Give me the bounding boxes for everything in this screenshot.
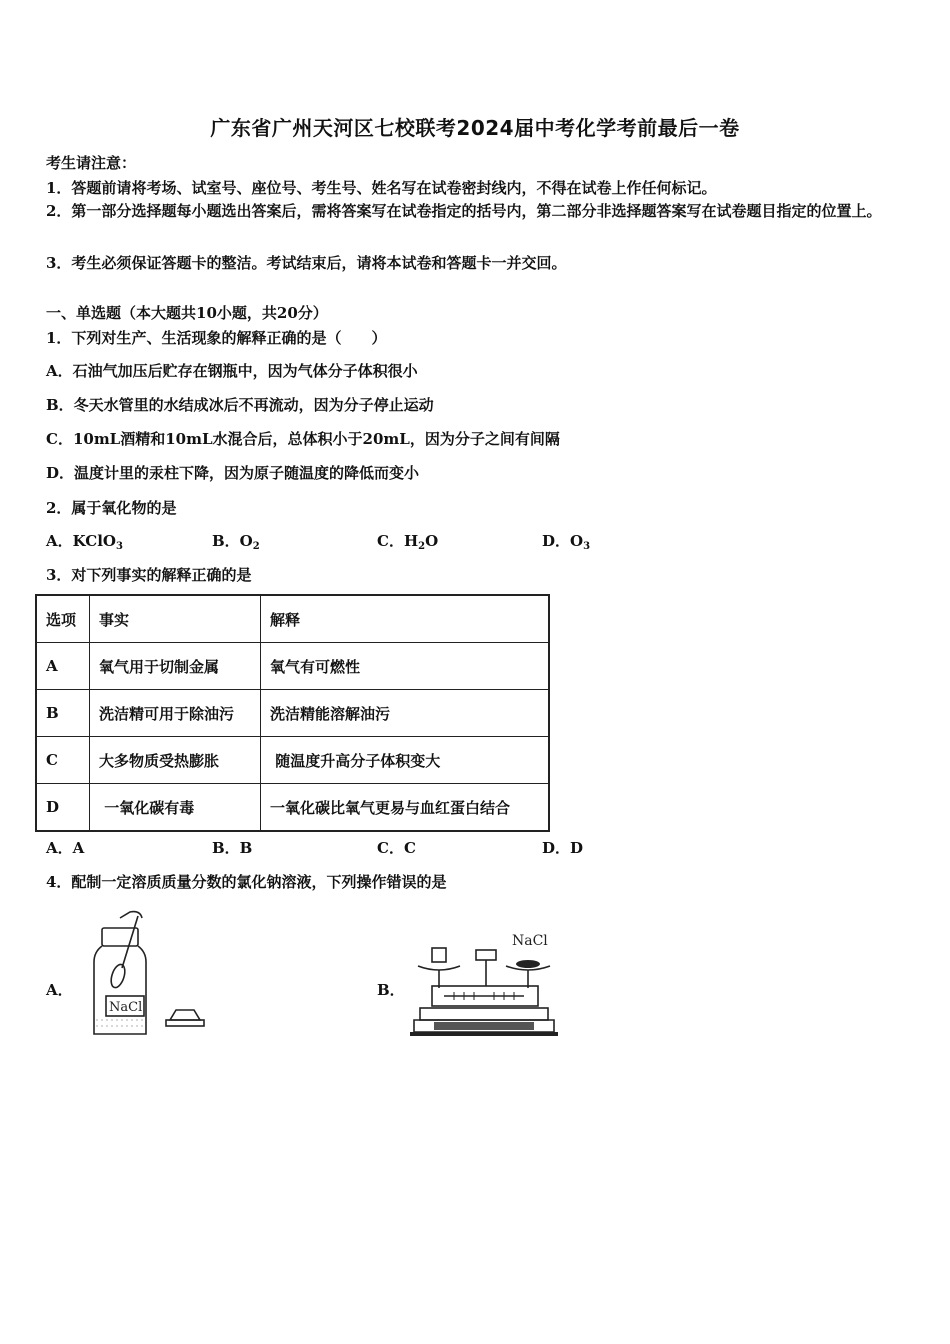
balance-figure	[404, 926, 562, 1042]
left-pan	[418, 966, 460, 970]
q3-option-c: C．C	[377, 839, 416, 857]
notice-item-2: 2．第一部分选择题每小题选出答案后，需将答案写在试卷指定的括号内，第二部分非选择题答案写在试卷题目指定的位置上。	[46, 202, 882, 220]
q4-option-a: A．	[46, 981, 73, 999]
q2-stem: 2．属于氧化物的是	[46, 499, 177, 517]
bottle-neck	[102, 928, 138, 946]
q3-cell: 大多物质受热膨胀	[90, 737, 261, 784]
q2-option-c-after: O	[425, 532, 439, 550]
bottle-body	[94, 946, 146, 1034]
base-bottom	[410, 1032, 558, 1036]
stopper	[170, 1010, 200, 1020]
q2-option-b-label: B．O	[212, 532, 253, 550]
q2-option-a-label: A．KClO	[46, 532, 116, 550]
notice-item-1: 1．答题前请将考场、试室号、座位号、考生号、姓名写在试卷密封线内，不得在试卷上作任何标记。	[46, 179, 717, 197]
q2-option-c-label: C．H	[377, 532, 419, 550]
q3-header-fact: 事实	[90, 595, 261, 643]
weight	[432, 948, 446, 962]
table-row	[36, 737, 549, 784]
q3-stem: 3．对下列事实的解释正确的是	[46, 566, 252, 584]
spoon-handle-top	[120, 912, 142, 918]
table-row	[36, 643, 549, 690]
spoon-bowl	[109, 963, 128, 990]
notice-heading: 考生请注意：	[46, 154, 137, 172]
q2-option-a	[46, 530, 123, 552]
q2-option-c	[377, 530, 438, 552]
q3-table	[35, 594, 550, 832]
q1-option-b: B．冬天水管里的水结成冰后不再流动，因为分子停止运动	[46, 396, 434, 414]
q4-stem: 4．配制一定溶质质量分数的氯化钠溶液，下列操作错误的是	[46, 873, 447, 891]
q2-option-d-label: D．O	[542, 532, 584, 550]
table-row	[36, 690, 549, 737]
q2-option-b-sub: 2	[252, 541, 260, 552]
reagent-bottle-figure	[80, 908, 210, 1040]
q3-header-option: 选项	[36, 595, 90, 643]
q4-option-b: B．	[377, 981, 405, 999]
q2-option-a-sub: 3	[115, 541, 123, 552]
q3-cell: 氧气用于切制金属	[90, 643, 261, 690]
q1-stem: 1．下列对生产、生活现象的解释正确的是（ ）	[46, 329, 387, 347]
q3-cell: C	[36, 737, 90, 784]
q3-cell: 氧气有可燃性	[261, 643, 550, 690]
q3-cell: 一氧化碳有毒	[90, 784, 261, 832]
q3-cell: A	[36, 643, 90, 690]
bottle-label: NaCl	[109, 1000, 143, 1015]
table-row	[36, 784, 549, 832]
section-heading: 一、单选题（本大题共10小题，共20分）	[46, 304, 328, 322]
q1-option-a: A．石油气加压后贮存在钢瓶中，因为气体分子体积很小	[46, 362, 418, 380]
notice-item-3: 3．考生必须保证答题卡的整洁。考试结束后，请将本试卷和答题卡一并交回。	[46, 254, 567, 272]
q2-option-d-sub: 3	[583, 541, 591, 552]
q3-cell: B	[36, 690, 90, 737]
q2-option-d	[542, 530, 590, 552]
q3-cell: 洗洁精可用于除油污	[90, 690, 261, 737]
q3-cell: 一氧化碳比氧气更易与血红蛋白结合	[261, 784, 550, 832]
q3-option-a: A．A	[46, 839, 85, 857]
balance-label: NaCl	[512, 933, 548, 949]
q3-option-d: D．D	[542, 839, 584, 857]
q3-cell: D	[36, 784, 90, 832]
q3-option-b: B．B	[212, 839, 253, 857]
q3-cell: 随温度升高分子体积变大	[261, 737, 550, 784]
nacl-pile	[516, 960, 540, 968]
base-top	[420, 1008, 548, 1020]
q1-option-d: D．温度计里的汞柱下降，因为原子随温度的降低而变小	[46, 464, 420, 482]
q3-cell: 洗洁精能溶解油污	[261, 690, 550, 737]
q2-option-c-sub: 2	[418, 541, 426, 552]
pointer-top	[476, 950, 496, 960]
q1-option-c: C．10mL酒精和10mL水混合后，总体积小于20mL，因为分子之间有间隔	[46, 430, 560, 448]
q3-table-header-row	[36, 595, 549, 643]
page-title: 广东省广州天河区七校联考2024届中考化学考前最后一卷	[210, 116, 740, 140]
stopper-base	[166, 1020, 204, 1026]
q2-option-b	[212, 530, 260, 552]
q3-header-explain: 解释	[261, 595, 550, 643]
spoon-handle	[122, 916, 138, 968]
